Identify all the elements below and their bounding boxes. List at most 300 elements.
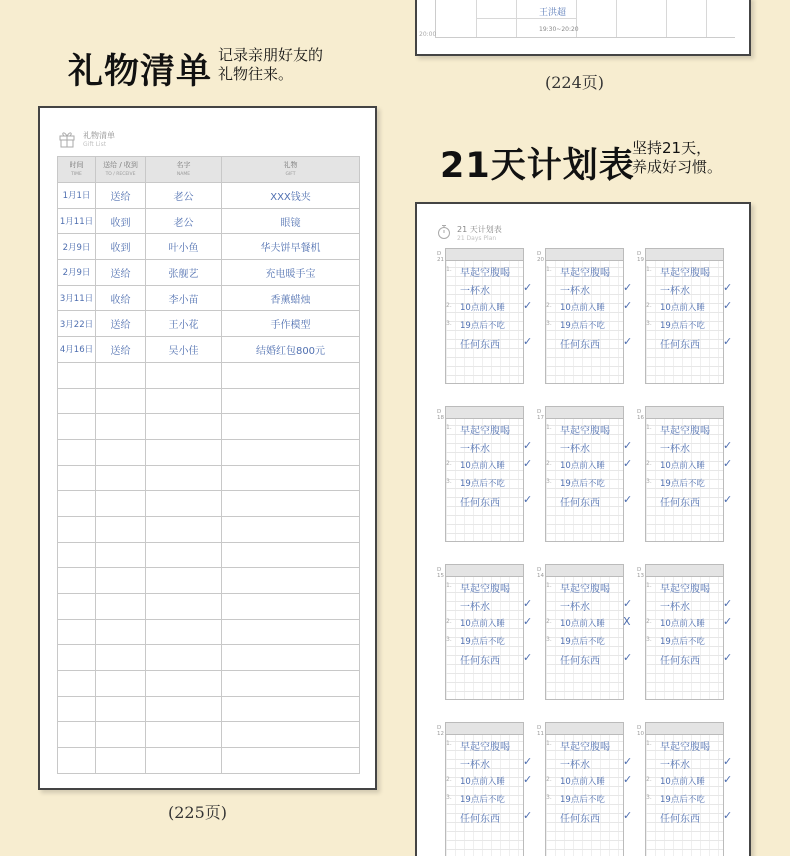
gift-table-body [58, 183, 360, 774]
task-number: 2. [546, 618, 552, 625]
check-mark-icon: ✓ [523, 335, 533, 348]
header-name: 名字 NAME [146, 157, 222, 183]
day-label: D 21 [437, 251, 444, 263]
task-text: 10点前入睡 [560, 461, 605, 471]
table-row [58, 183, 360, 209]
date-cell: 2月9日 [58, 234, 96, 260]
empty-cell [222, 594, 360, 620]
table-row-empty [58, 594, 360, 620]
check-mark-icon: ✓ [523, 597, 533, 610]
table-row-empty [58, 722, 360, 748]
table-row-empty [58, 465, 360, 491]
task-number: 3. [546, 320, 552, 327]
task-line [546, 438, 634, 456]
task-line [446, 614, 534, 632]
task-number: 3. [546, 636, 552, 643]
task-line [646, 578, 734, 596]
empty-cell [222, 516, 360, 542]
task-text: 10点前入睡 [560, 619, 605, 629]
check-mark-icon: ✓ [723, 651, 733, 664]
check-mark-icon: ✓ [523, 299, 533, 312]
task-line [646, 280, 734, 298]
check-mark-icon: ✓ [623, 755, 633, 768]
task-line [546, 316, 634, 334]
header-time: 时间 TIME [58, 157, 96, 183]
task-line [646, 420, 734, 438]
task-number: 2. [646, 460, 652, 467]
task-line [446, 772, 534, 790]
task-line [646, 754, 734, 772]
empty-cell [222, 388, 360, 414]
empty-cell [146, 491, 222, 517]
schedule-grid [435, 0, 735, 38]
day-label: D 16 [637, 409, 644, 421]
task-number: 3. [446, 478, 452, 485]
check-mark-icon: ✓ [523, 773, 533, 786]
empty-cell [146, 748, 222, 774]
day-label: D 13 [637, 567, 644, 579]
task-text: 10点前入睡 [660, 619, 705, 629]
table-row-empty [58, 439, 360, 465]
task-line [546, 578, 634, 596]
task-line [446, 474, 534, 492]
task-line [646, 632, 734, 650]
action-cell: 送给 [96, 260, 146, 286]
task-text: 10点前入睡 [560, 777, 605, 787]
day-label: D 15 [437, 567, 444, 579]
empty-cell [222, 362, 360, 388]
day-grid [445, 248, 533, 384]
empty-cell [146, 516, 222, 542]
task-line [446, 298, 534, 316]
task-text: 任何东西 [560, 814, 600, 825]
caption-page-225: (225页) [168, 803, 228, 822]
empty-cell [146, 671, 222, 697]
empty-cell [96, 619, 146, 645]
task-line [546, 298, 634, 316]
task-text: 一杯水 [460, 286, 490, 297]
name-cell: 叶小鱼 [146, 234, 222, 260]
task-text: 任何东西 [660, 814, 700, 825]
task-line [446, 736, 534, 754]
task-number: 1. [446, 582, 452, 589]
task-number: 3. [646, 636, 652, 643]
empty-cell [222, 465, 360, 491]
task-text: 早起空腹喝 [660, 426, 710, 437]
day-grid [545, 248, 633, 384]
gift-list-page [38, 106, 377, 790]
check-mark-icon: ✓ [623, 281, 633, 294]
day-label: D 14 [537, 567, 544, 579]
task-text: 19点后不吃 [460, 795, 505, 805]
gift-subline: 记录亲朋好友的 礼物往来。 [218, 46, 324, 83]
task-line [546, 474, 634, 492]
gift-icon [58, 130, 76, 148]
name-cell: 吴小佳 [146, 337, 222, 363]
empty-cell [58, 619, 96, 645]
gift-cell: XXX钱夹 [222, 183, 360, 209]
task-text: 早起空腹喝 [460, 742, 510, 753]
empty-cell [146, 414, 222, 440]
task-number: 3. [446, 794, 452, 801]
task-number: 3. [546, 478, 552, 485]
check-mark-icon: ✓ [623, 335, 633, 348]
empty-cell [58, 722, 96, 748]
empty-cell [146, 465, 222, 491]
task-number: 3. [646, 478, 652, 485]
task-text: 19点后不吃 [560, 637, 605, 647]
gift-cell: 华夫饼早餐机 [222, 234, 360, 260]
task-text: 19点后不吃 [560, 321, 605, 331]
empty-cell [58, 491, 96, 517]
empty-cell [58, 542, 96, 568]
task-text: 19点后不吃 [560, 479, 605, 489]
task-line [546, 650, 634, 668]
table-row-empty [58, 491, 360, 517]
empty-cell [58, 645, 96, 671]
day-card [435, 564, 533, 701]
task-line [546, 754, 634, 772]
task-line [646, 334, 734, 352]
action-cell: 送给 [96, 311, 146, 337]
task-text: 10点前入睡 [660, 461, 705, 471]
day-label: D 11 [537, 725, 544, 737]
gift-cell: 香薰蜡烛 [222, 285, 360, 311]
task-number: 1. [546, 424, 552, 431]
task-number: 2. [646, 776, 652, 783]
empty-cell [96, 491, 146, 517]
task-text: 任何东西 [460, 498, 500, 509]
task-text: 19点后不吃 [460, 321, 505, 331]
task-line [446, 420, 534, 438]
name-cell: 张舰艺 [146, 260, 222, 286]
day-grid [645, 722, 733, 856]
task-line [646, 456, 734, 474]
date-cell: 2月9日 [58, 260, 96, 286]
caption-page-224: (224页) [545, 73, 605, 92]
empty-cell [222, 439, 360, 465]
task-line [646, 790, 734, 808]
task-line [646, 736, 734, 754]
task-number: 1. [546, 266, 552, 273]
task-line [646, 596, 734, 614]
empty-cell [96, 414, 146, 440]
gift-cell: 结婚红包800元 [222, 337, 360, 363]
check-mark-icon: ✓ [523, 457, 533, 470]
task-text: 任何东西 [460, 656, 500, 667]
empty-cell [58, 362, 96, 388]
gift-headline: 礼物清单 [68, 52, 213, 92]
check-mark-icon: ✓ [623, 809, 633, 822]
empty-cell [222, 568, 360, 594]
task-text: 任何东西 [660, 656, 700, 667]
check-mark-icon: ✓ [523, 493, 533, 506]
day-card [535, 406, 633, 543]
empty-cell [96, 594, 146, 620]
task-text: 10点前入睡 [660, 303, 705, 313]
task-number: 3. [446, 636, 452, 643]
task-text: 一杯水 [560, 760, 590, 771]
check-mark-icon: ✓ [723, 615, 733, 628]
empty-cell [222, 671, 360, 697]
task-number: 2. [646, 618, 652, 625]
task-line [546, 596, 634, 614]
day-card [535, 564, 633, 701]
table-row-empty [58, 748, 360, 774]
check-mark-icon: ✓ [623, 773, 633, 786]
action-cell: 收到 [96, 234, 146, 260]
date-cell: 1月11日 [58, 208, 96, 234]
day-card [635, 564, 733, 701]
day-grid [445, 722, 533, 856]
task-line [546, 492, 634, 510]
day-grid [645, 406, 733, 542]
task-text: 19点后不吃 [460, 479, 505, 489]
task-number: 2. [546, 302, 552, 309]
gift-page-subtitle: Gift List [83, 141, 107, 148]
task-line [646, 298, 734, 316]
empty-cell [96, 362, 146, 388]
task-text: 早起空腹喝 [560, 742, 610, 753]
day-card [535, 722, 633, 856]
empty-cell [96, 722, 146, 748]
day-grid [645, 248, 733, 384]
task-text: 10点前入睡 [460, 619, 505, 629]
day-grid [545, 564, 633, 700]
schedule-time: 19:30~20:20 [539, 26, 579, 33]
day-label: D 20 [537, 251, 544, 263]
day-label: D 17 [537, 409, 544, 421]
task-text: 19点后不吃 [660, 479, 705, 489]
day-grid [445, 564, 533, 700]
day-card [435, 406, 533, 543]
check-mark-icon: ✓ [623, 299, 633, 312]
empty-cell [58, 748, 96, 774]
table-row-empty [58, 516, 360, 542]
task-text: 任何东西 [660, 498, 700, 509]
task-text: 早起空腹喝 [460, 584, 510, 595]
task-number: 1. [646, 424, 652, 431]
check-mark-icon: ✓ [523, 615, 533, 628]
task-line [446, 754, 534, 772]
schedule-time-start: 20:00 [419, 31, 437, 38]
table-row [58, 260, 360, 286]
task-line [646, 316, 734, 334]
empty-cell [96, 645, 146, 671]
task-text: 任何东西 [460, 340, 500, 351]
task-number: 3. [646, 794, 652, 801]
task-number: 2. [446, 302, 452, 309]
task-text: 19点后不吃 [560, 795, 605, 805]
schedule-name: 王洪超 [539, 8, 567, 18]
task-text: 早起空腹喝 [660, 584, 710, 595]
check-mark-icon: ✓ [723, 299, 733, 312]
plan-headline: 21天计划表 [440, 146, 635, 186]
task-text: 任何东西 [560, 340, 600, 351]
task-text: 早起空腹喝 [460, 426, 510, 437]
empty-cell [96, 465, 146, 491]
task-line [646, 474, 734, 492]
empty-cell [58, 594, 96, 620]
empty-cell [222, 491, 360, 517]
task-line [546, 262, 634, 280]
empty-cell [146, 388, 222, 414]
task-text: 一杯水 [560, 602, 590, 613]
task-line [446, 650, 534, 668]
task-number: 1. [546, 582, 552, 589]
task-number: 2. [546, 460, 552, 467]
action-cell: 送给 [96, 183, 146, 209]
empty-cell [58, 568, 96, 594]
task-text: 一杯水 [460, 602, 490, 613]
task-line [546, 334, 634, 352]
task-text: 早起空腹喝 [560, 268, 610, 279]
task-line [446, 578, 534, 596]
table-row-empty [58, 388, 360, 414]
check-mark-icon: ✓ [723, 597, 733, 610]
task-text: 一杯水 [560, 444, 590, 455]
task-text: 早起空腹喝 [560, 584, 610, 595]
empty-cell [58, 671, 96, 697]
date-cell: 3月11日 [58, 285, 96, 311]
empty-cell [96, 568, 146, 594]
task-text: 一杯水 [460, 444, 490, 455]
task-text: 早起空腹喝 [560, 426, 610, 437]
check-mark-icon: ✓ [723, 457, 733, 470]
empty-cell [146, 696, 222, 722]
check-mark-icon: ✓ [723, 335, 733, 348]
day-grid [545, 406, 633, 542]
top-page-224 [415, 0, 751, 56]
task-number: 2. [446, 776, 452, 783]
task-line [546, 456, 634, 474]
task-text: 一杯水 [660, 760, 690, 771]
task-line [546, 790, 634, 808]
check-mark-icon: X [623, 615, 631, 628]
task-number: 3. [646, 320, 652, 327]
task-text: 19点后不吃 [660, 321, 705, 331]
task-number: 3. [446, 320, 452, 327]
day-grid [445, 406, 533, 542]
check-mark-icon: ✓ [723, 809, 733, 822]
empty-cell [146, 594, 222, 620]
task-text: 19点后不吃 [660, 637, 705, 647]
task-line [446, 790, 534, 808]
task-text: 19点后不吃 [460, 637, 505, 647]
task-line [646, 808, 734, 826]
empty-cell [222, 696, 360, 722]
task-text: 10点前入睡 [460, 777, 505, 787]
day-label: D 19 [637, 251, 644, 263]
empty-cell [146, 568, 222, 594]
name-cell: 老公 [146, 183, 222, 209]
table-row-empty [58, 696, 360, 722]
action-cell: 收给 [96, 285, 146, 311]
empty-cell [58, 696, 96, 722]
task-line [546, 614, 634, 632]
task-text: 10点前入睡 [460, 461, 505, 471]
day-card [435, 248, 533, 385]
empty-cell [58, 439, 96, 465]
task-text: 任何东西 [560, 498, 600, 509]
task-line [546, 736, 634, 754]
task-number: 2. [446, 618, 452, 625]
name-cell: 老公 [146, 208, 222, 234]
table-row-empty [58, 619, 360, 645]
task-line [646, 772, 734, 790]
day-card [435, 722, 533, 856]
table-row-empty [58, 671, 360, 697]
task-text: 10点前入睡 [560, 303, 605, 313]
table-row [58, 285, 360, 311]
day-card [635, 248, 733, 385]
task-text: 任何东西 [460, 814, 500, 825]
gift-cell: 充电暖手宝 [222, 260, 360, 286]
task-number: 1. [546, 740, 552, 747]
empty-cell [96, 671, 146, 697]
empty-cell [96, 542, 146, 568]
table-row-empty [58, 414, 360, 440]
check-mark-icon: ✓ [723, 439, 733, 452]
task-line [646, 614, 734, 632]
task-text: 早起空腹喝 [660, 268, 710, 279]
task-text: 早起空腹喝 [660, 742, 710, 753]
empty-cell [146, 439, 222, 465]
header-action: 送给 / 收到 TO / RECEIVE [96, 157, 146, 183]
day-label: D 10 [637, 725, 644, 737]
date-cell: 3月22日 [58, 311, 96, 337]
task-line [446, 492, 534, 510]
gift-cell: 眼镜 [222, 208, 360, 234]
plan-subline: 坚持21天， 养成好习惯。 [632, 139, 723, 176]
empty-cell [58, 388, 96, 414]
table-row [58, 234, 360, 260]
gift-cell: 手作模型 [222, 311, 360, 337]
check-mark-icon: ✓ [723, 281, 733, 294]
day-grid [645, 564, 733, 700]
task-number: 1. [446, 424, 452, 431]
empty-cell [58, 465, 96, 491]
day-card [535, 248, 633, 385]
day-label: D 12 [437, 725, 444, 737]
empty-cell [96, 388, 146, 414]
plan-page-title: 21 天计划表 [457, 225, 502, 234]
task-line [546, 632, 634, 650]
empty-cell [96, 748, 146, 774]
check-mark-icon: ✓ [523, 651, 533, 664]
task-line [646, 262, 734, 280]
task-line [446, 262, 534, 280]
empty-cell [146, 645, 222, 671]
task-line [446, 438, 534, 456]
table-row-empty [58, 568, 360, 594]
empty-cell [222, 414, 360, 440]
check-mark-icon: ✓ [523, 439, 533, 452]
check-mark-icon: ✓ [623, 457, 633, 470]
task-text: 10点前入睡 [660, 777, 705, 787]
task-number: 1. [646, 266, 652, 273]
task-line [446, 334, 534, 352]
task-line [446, 456, 534, 474]
task-number: 2. [546, 776, 552, 783]
task-number: 1. [446, 266, 452, 273]
empty-cell [222, 645, 360, 671]
task-number: 2. [646, 302, 652, 309]
task-number: 1. [646, 582, 652, 589]
table-row [58, 208, 360, 234]
empty-cell [58, 516, 96, 542]
task-text: 一杯水 [660, 444, 690, 455]
